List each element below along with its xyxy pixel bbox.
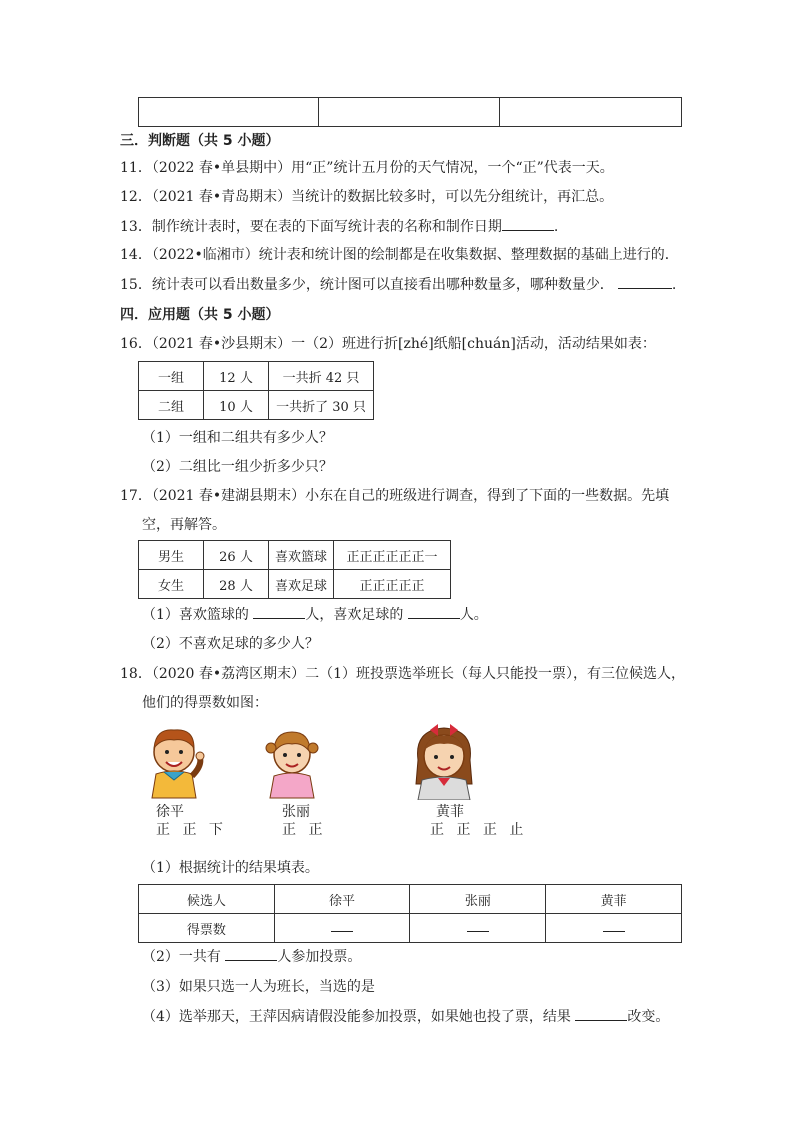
table-cell: 喜欢篮球 [269, 541, 334, 570]
table-cell: 26 人 [204, 541, 269, 570]
table-row-label: 得票数 [139, 914, 275, 943]
answer-blank[interactable] [467, 921, 489, 932]
q17-sub2: （2）不喜欢足球的多少人？ [142, 636, 319, 652]
table-row [139, 885, 682, 914]
table-row [139, 391, 374, 420]
q18-sub4-text: 改变。 [627, 1009, 670, 1025]
q18-sub3: （3）如果只选一人为班长，当选的是 [142, 979, 375, 995]
girl-illustration [262, 722, 322, 800]
question-14: 14．（2022•临湘市）统计表和统计图的绘制都是在收集数据、整理数据的基础上进行的． [120, 247, 679, 263]
table-cell: 喜欢足球 [269, 570, 334, 599]
candidate-tally: 正 正 正 止 [430, 822, 528, 838]
q17-sub1-text: （1）喜欢篮球的 [142, 607, 254, 623]
q17-sub1-text: 人，喜欢足球的 [305, 607, 408, 623]
candidate-name: 徐平 [156, 804, 184, 820]
top-table [138, 97, 682, 127]
table-cell: 10 人 [204, 391, 269, 420]
answer-cell[interactable] [546, 914, 682, 943]
table-cell: 28 人 [204, 570, 269, 599]
answer-blank[interactable] [408, 604, 460, 619]
answer-blank[interactable] [502, 216, 554, 231]
question-13-text: 13．制作统计表时，要在表的下面写统计表的名称和制作日期 [120, 219, 502, 235]
q17-sub1-text: 人。 [459, 607, 488, 623]
table-cell: 二组 [139, 391, 204, 420]
boy-illustration [142, 722, 206, 800]
question-15: 15．统计表可以看出数量多少，统计图可以直接看出哪种数量多，哪种数量少． . [120, 274, 676, 295]
q18-sub4 [142, 1006, 669, 1026]
table-cell: 女生 [139, 570, 204, 599]
q16-sub2: （2）二组比一组少折多少只？ [142, 459, 333, 475]
candidate-tally: 正 正 [282, 822, 327, 838]
q18-sub2-text: 人参加投票。 [277, 949, 362, 965]
girl-illustration [404, 720, 484, 800]
q18-sub2 [142, 946, 361, 966]
answer-blank[interactable] [253, 604, 305, 619]
answer-blank[interactable] [575, 1006, 627, 1021]
table-cell: 正正正正正正一 [334, 541, 451, 570]
section-3-title: 三．判断题（共 5 小题） [120, 133, 280, 149]
candidate-name: 张丽 [282, 804, 310, 820]
candidate-name: 黄菲 [436, 804, 464, 820]
answer-cell[interactable] [410, 914, 546, 943]
table-header: 黄菲 [546, 885, 682, 914]
answer-cell[interactable] [274, 914, 410, 943]
section-4-title: 四．应用题（共 5 小题） [120, 307, 280, 323]
answer-blank[interactable] [331, 921, 353, 932]
q16-table [138, 361, 374, 420]
top-table-cell [318, 98, 500, 127]
q18-sub1: （1）根据统计的结果填表。 [142, 860, 319, 876]
table-cell: 12 人 [204, 362, 269, 391]
question-11: 11．（2022 春•单县期中）用“正”统计五月份的天气情况，一个“正”代表一天。 [120, 160, 614, 176]
q17-table [138, 540, 451, 599]
question-17-stem1: 17．（2021 春•建湖县期末）小东在自己的班级进行调查，得到了下面的一些数据。先填 [120, 488, 670, 504]
question-15-text: 15．统计表可以看出数量多少，统计图可以直接看出哪种数量多，哪种数量少． [120, 277, 614, 293]
answer-blank[interactable] [225, 946, 277, 961]
question-16-stem: 16．（2021 春•沙县期末）一（2）班进行折[zhé]纸船[chuán]活动，活动结果如表： [120, 336, 656, 352]
q16-sub1: （1）一组和二组共有多少人？ [142, 430, 333, 446]
table-row [139, 541, 451, 570]
table-header: 张丽 [410, 885, 546, 914]
question-18-stem1: 18．（2020 春•荔湾区期末）二（1）班投票选举班长（每人只能投一票），有三位候选人， [120, 666, 686, 682]
q18-sub2-text: （2）一共有 [142, 949, 226, 965]
table-cell: 一组 [139, 362, 204, 391]
top-table-cell [139, 98, 319, 127]
question-18-stem2: 他们的得票数如图： [142, 695, 268, 711]
table-cell: 一共折 42 只 [269, 362, 374, 391]
question-13: 13．制作统计表时，要在表的下面写统计表的名称和制作日期 . [120, 216, 558, 237]
table-header: 徐平 [274, 885, 410, 914]
table-row [139, 570, 451, 599]
table-row [139, 914, 682, 943]
q18-table [138, 884, 682, 943]
candidate-tally: 正 正 下 [156, 822, 227, 838]
table-cell: 正正正正正 [334, 570, 451, 599]
table-header: 候选人 [139, 885, 275, 914]
q18-sub4-text: （4）选举那天，王萍因病请假没能参加投票，如果她也投了票，结果 [142, 1009, 576, 1025]
top-table-cell [500, 98, 682, 127]
q17-sub1 [142, 604, 488, 624]
answer-blank[interactable] [603, 921, 625, 932]
table-cell: 一共折了 30 只 [269, 391, 374, 420]
table-row [139, 362, 374, 391]
answer-blank[interactable] [618, 274, 672, 289]
question-12: 12．（2021 春•青岛期末）当统计的数据比较多时，可以先分组统计，再汇总。 [120, 189, 614, 205]
question-17-stem2: 空，再解答。 [142, 517, 226, 533]
table-cell: 男生 [139, 541, 204, 570]
